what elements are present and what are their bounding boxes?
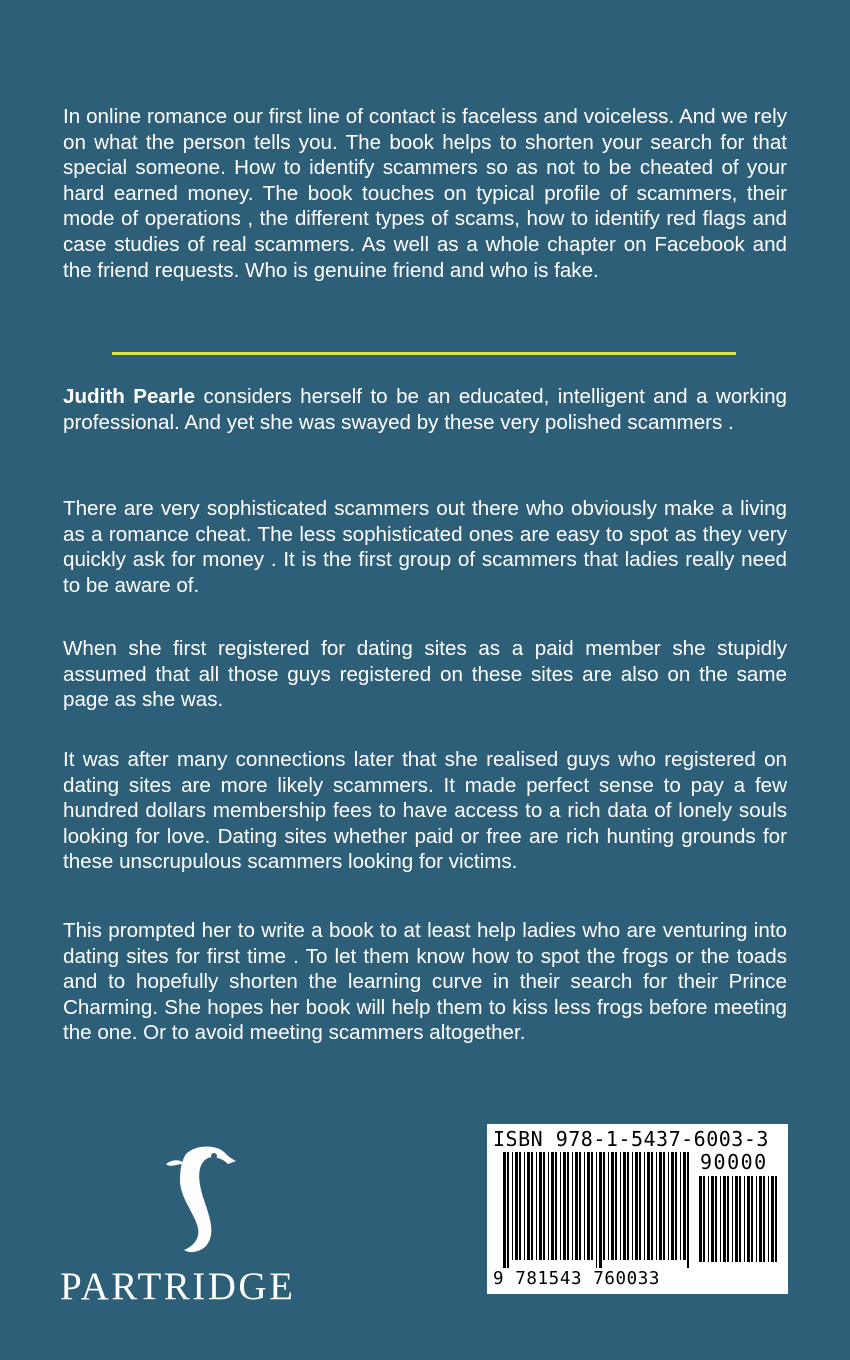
barcode-bar: [775, 1176, 777, 1262]
publisher-name: PARTRIDGE: [60, 1265, 296, 1308]
bio-paragraph-2: There are very sophisticated scammers out there who obviously make a living as a romance cheat. The less sophisticated ones are easy to spot as they very quickly ask for money . It is the first group of scammers that ladies really need to be aware of.: [63, 497, 787, 597]
barcode-bar: [711, 1176, 714, 1262]
barcode-bar: [756, 1176, 757, 1262]
barcode-bar: [739, 1176, 741, 1262]
barcode-bar: [560, 1152, 561, 1260]
barcode-bar: [632, 1152, 633, 1260]
barcode-bar: [763, 1176, 765, 1262]
barcode-bar: [699, 1176, 702, 1262]
barcode-bar: [647, 1152, 650, 1260]
barcode-bar: [635, 1152, 638, 1260]
barcode-bar: [615, 1152, 617, 1260]
barcode-bar: [671, 1152, 674, 1260]
barcode-bar: [735, 1176, 738, 1262]
barcode-addon-bars: [699, 1176, 781, 1270]
barcode-bar: [668, 1152, 669, 1260]
partridge-bird-icon: [156, 1142, 236, 1257]
barcode-bar: [572, 1152, 573, 1260]
barcode-bar: [536, 1152, 537, 1260]
isbn-label: ISBN 978-1-5437-6003-3: [493, 1127, 769, 1151]
divider: [112, 352, 736, 355]
barcode-bar: [567, 1152, 569, 1260]
barcode-bar: [599, 1152, 602, 1268]
barcode-addon-code: 90000: [700, 1150, 768, 1174]
barcode-bar: [503, 1152, 506, 1268]
barcode-bar: [683, 1152, 686, 1260]
barcode-bar: [515, 1152, 518, 1260]
barcode-bar: [656, 1152, 657, 1260]
bio-paragraph-3: When she first registered for dating sites as a paid member she stupidly assumed that all those guys registered on these sites are also on the same page as she was.: [63, 637, 787, 712]
barcode-main-bars: [503, 1152, 691, 1268]
barcode-bar: [723, 1176, 726, 1262]
barcode-bar: [644, 1152, 645, 1260]
barcode-bar: [591, 1152, 593, 1260]
barcode-bar: [548, 1152, 549, 1260]
barcode-bar: [531, 1152, 533, 1260]
barcode-bar: [519, 1152, 521, 1260]
barcode-bar: [563, 1152, 566, 1260]
publisher-logo: [60, 1142, 340, 1307]
barcode-bar: [627, 1152, 629, 1260]
isbn-barcode: [487, 1124, 788, 1294]
barcode-bar: [680, 1152, 681, 1260]
barcode-bar: [703, 1176, 705, 1262]
barcode-bar: [596, 1152, 597, 1268]
barcode-bar: [759, 1176, 762, 1262]
barcode-bar: [639, 1152, 641, 1260]
bio-paragraph-1: [63, 384, 787, 435]
barcode-bar: [768, 1176, 769, 1262]
barcode-bar: [603, 1152, 605, 1260]
barcode-bar: [727, 1176, 729, 1262]
barcode-bar: [771, 1176, 774, 1262]
barcode-bar: [747, 1176, 750, 1262]
barcode-bar: [584, 1152, 585, 1260]
barcode-bar: [543, 1152, 545, 1260]
barcode-bar: [715, 1176, 717, 1262]
barcode-bar: [708, 1176, 709, 1262]
barcode-bar: [732, 1176, 733, 1262]
barcode-bar: [751, 1176, 753, 1262]
bio-paragraph-5: This prompted her to write a book to at least help ladies who are venturing into dating sites for first time . To let them know how to spot the frogs or the toads and to hopefully shorten the learning curve in their search for their Prince Charming. She hopes her book will help them to kiss less frogs before meeting the one. Or to avoid meeting scammers altogether.: [63, 919, 787, 1045]
barcode-bar: [744, 1176, 745, 1262]
barcode-bar: [551, 1152, 554, 1260]
blurb-intro: In online romance our first line of contact is faceless and voiceless. And we rely on what the person tells you. The book helps to shorten your search for that special someone. How to identify scammers so as not to be cheated of your hard earned money. The book touches on typical profile of scammers, their mode of operations , the different types of scams, how to identify red flags and case studies of real scammers. As well as a whole chapter on Facebook and the friend requests. Who is genuine friend and who is fake.: [63, 105, 787, 282]
barcode-digits: 9 781543 760033: [493, 1269, 661, 1289]
barcode-bar: [659, 1152, 662, 1260]
barcode-bar: [651, 1152, 653, 1260]
barcode-bar: [663, 1152, 665, 1260]
barcode-bar: [608, 1152, 609, 1260]
barcode-bar: [524, 1152, 525, 1260]
barcode-bar: [623, 1152, 626, 1260]
barcode-bar: [507, 1152, 509, 1268]
barcode-bar: [575, 1152, 578, 1260]
barcode-bar: [555, 1152, 557, 1260]
author-name: Judith Pearle: [63, 385, 196, 408]
barcode-bar: [512, 1152, 513, 1260]
barcode-bar: [611, 1152, 614, 1260]
barcode-bar: [587, 1152, 590, 1260]
barcode-bar: [527, 1152, 530, 1260]
barcode-bar: [675, 1152, 677, 1260]
bio-paragraph-4: It was after many connections later that she realised guys who registered on dating sites are more likely scammers. It made perfect sense to pay a few hundred dollars membership fees to have access to a rich data of lonely souls looking for love. Dating sites whether paid or free are rich hunting grounds for these unscrupulous scammers looking for victims.: [63, 748, 787, 874]
bio-paragraph-1-text: considers herself to be an educated, intelligent and a working professional. And yet she was swayed by these very polished scammers .: [63, 385, 787, 434]
barcode-bar: [539, 1152, 542, 1260]
barcode-bar: [620, 1152, 621, 1260]
barcode-bar: [579, 1152, 581, 1260]
barcode-bar: [687, 1152, 689, 1268]
barcode-bar: [720, 1176, 721, 1262]
